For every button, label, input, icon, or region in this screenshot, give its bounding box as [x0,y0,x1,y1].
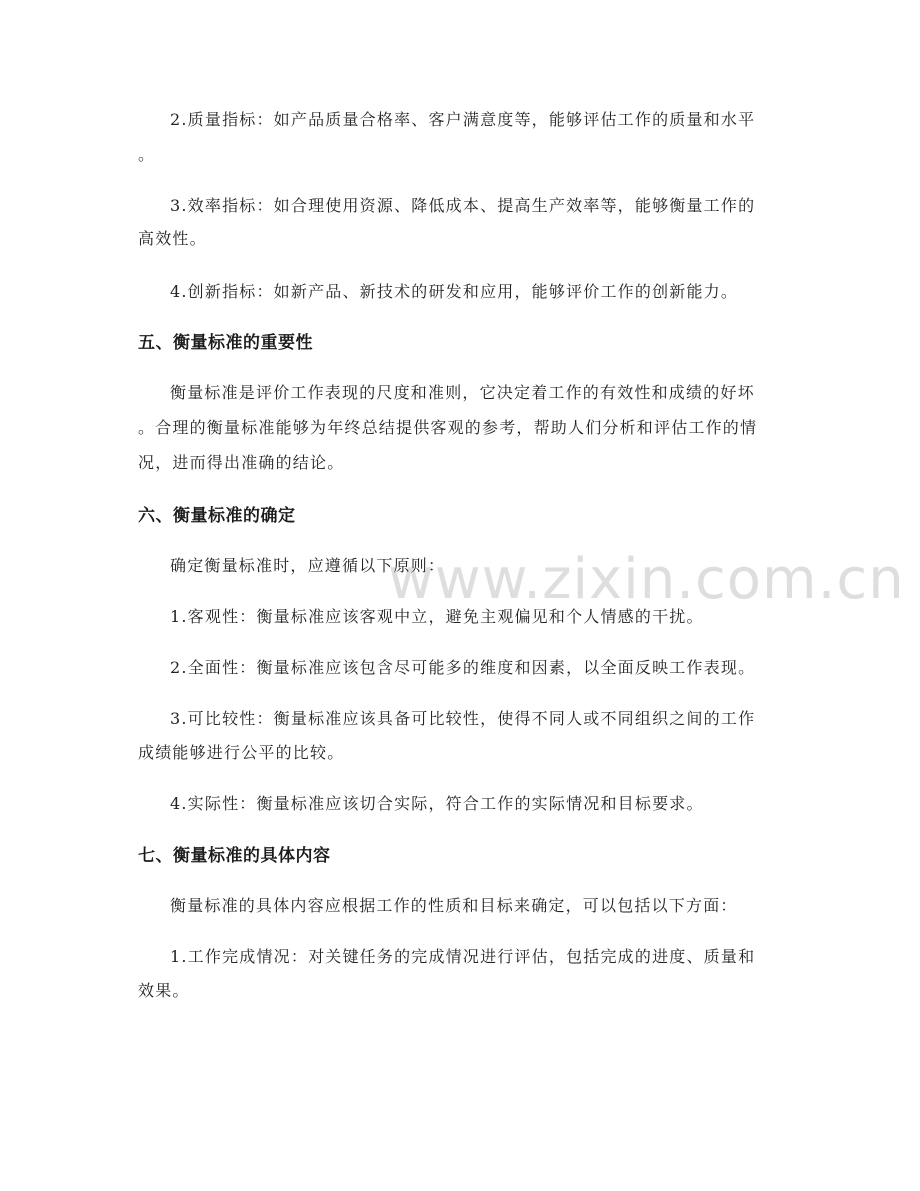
section-5-heading: 五、衡量标准的重要性 [138,333,313,353]
content-completion-line2: 效果。 [138,981,190,1000]
principle-comparability-line1: 3.可比较性：衡量标准应该具备可比较性，使得不同人或不同组织之间的工作 [170,709,756,728]
section-7-intro: 衡量标准的具体内容应根据工作的性质和目标来确定，可以包括以下方面： [170,896,738,915]
section-5-body-line2: 。合理的衡量标准能够为年终总结提供客观的参考，帮助人们分析和评估工作的情 [138,418,758,437]
efficiency-indicator-line1: 3.效率指标：如合理使用资源、降低成本、提高生产效率等，能够衡量工作的 [170,196,756,215]
section-6-intro: 确定衡量标准时，应遵循以下原则： [170,556,446,575]
watermark-text: www.zixin.com.cn [388,547,905,612]
content-completion-line1: 1.工作完成情况：对关键任务的完成情况进行评估，包括完成的进度、质量和 [170,947,756,966]
section-5-body-line3: 况，进而得出准确的结论。 [138,453,345,472]
innovation-indicator-line: 4.创新指标：如新产品、新技术的研发和应用，能够评价工作的创新能力。 [170,282,739,301]
principle-comparability-line2: 成绩能够进行公平的比较。 [138,743,345,762]
section-6-heading: 六、衡量标准的确定 [138,506,296,526]
section-7-heading: 七、衡量标准的具体内容 [138,846,331,866]
quality-indicator-line1: 2.质量指标：如产品质量合格率、客户满意度等，能够评估工作的质量和水平 [170,110,756,129]
efficiency-indicator-line2: 高效性。 [138,229,207,248]
principle-practicality: 4.实际性：衡量标准应该切合实际，符合工作的实际情况和目标要求。 [170,794,704,813]
quality-indicator-line2: 。 [138,145,156,164]
principle-objectivity: 1.客观性：衡量标准应该客观中立，避免主观偏见和个人情感的干扰。 [170,607,704,626]
section-5-body-line1: 衡量标准是评价工作表现的尺度和准则，它决定着工作的有效性和成绩的好坏 [170,383,755,402]
principle-comprehensiveness: 2.全面性：衡量标准应该包含尽可能多的维度和因素，以全面反映工作表现。 [170,658,756,677]
